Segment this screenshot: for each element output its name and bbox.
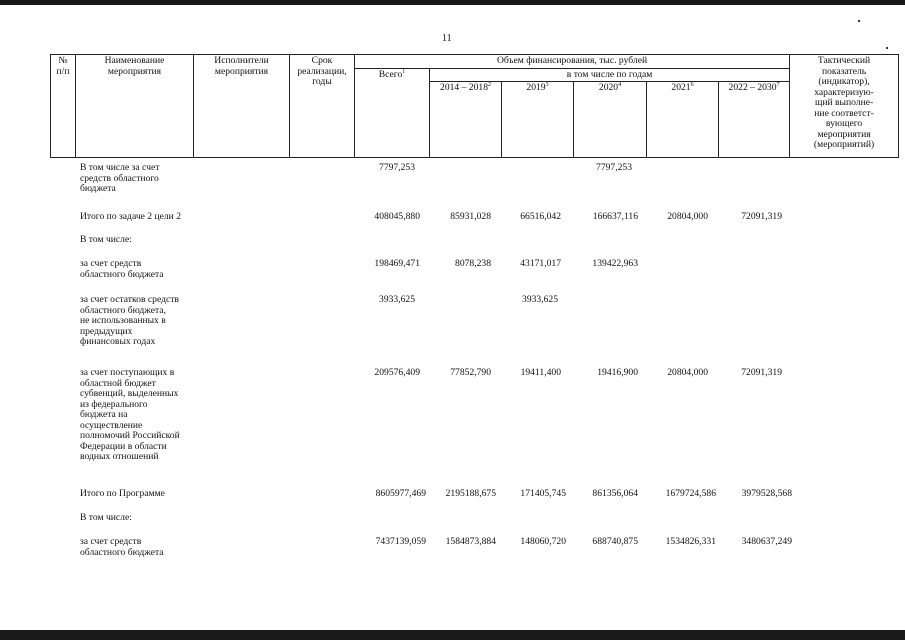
- header-year-2021: 2021$^6$: [647, 82, 719, 158]
- cell-2020: 139422,963: [592, 258, 638, 269]
- row-name: Итого по Программе: [80, 488, 165, 499]
- header-executors: Исполнители мероприятия: [194, 55, 290, 158]
- row-name: за счет средств областного бюджета: [80, 536, 164, 558]
- row-name: за счет средств областного бюджета: [80, 258, 164, 280]
- cell-total: 7437139,059: [375, 536, 426, 547]
- header-year-2014-2018: 2014 – 2018$^2$: [430, 82, 502, 158]
- header-year-2022-2030: 2022 – 2030$^7$: [719, 82, 790, 158]
- cell-2020: 7797,253: [596, 162, 632, 173]
- funding-table-header: [50, 54, 899, 158]
- scan-speck: [858, 20, 860, 22]
- cell-2021: 1534826,331: [665, 536, 716, 547]
- scan-bottom-edge: [0, 630, 905, 640]
- header-year-2020: 2020$^4$: [574, 82, 647, 158]
- cell-2019: 171405,745: [520, 488, 566, 499]
- cell-2019: 148060,720: [520, 536, 566, 547]
- cell-2014-2018: 2195188,675: [445, 488, 496, 499]
- cell-2014-2018: 85931,028: [450, 211, 491, 222]
- cell-2022-2030: 72091,319: [741, 367, 782, 378]
- cell-2021: 20804,000: [667, 367, 708, 378]
- row-name: за счет поступающих в областной бюджет субвенций, выделенных из федерального бюджета на осуществление полномочий Российской Федерации в области водных отношений: [80, 367, 180, 462]
- header-number: № п/п: [51, 55, 76, 158]
- scan-speck: [886, 47, 888, 49]
- cell-2019: 3933,625: [522, 294, 558, 305]
- cell-total: 3933,625: [379, 294, 415, 305]
- header-name: Наименование мероприятия: [76, 55, 194, 158]
- cell-2014-2018: 1584873,884: [445, 536, 496, 547]
- header-term: Срок реализации, годы: [290, 55, 355, 158]
- cell-2022-2030: 3480637,249: [741, 536, 792, 547]
- header-funding: Объем финансирования, тыс. рублей: [355, 55, 790, 69]
- cell-2019: 66516,042: [520, 211, 561, 222]
- cell-total: 408045,880: [374, 211, 420, 222]
- header-indicator: Тактический показатель (индикатор), характеризую- щий выполне- ние соответст- вующего мероприятия (мероприятий): [790, 55, 899, 158]
- header-year-2019: 2019$^3$: [502, 82, 574, 158]
- cell-2020: 688740,875: [592, 536, 638, 547]
- cell-2022-2030: 72091,319: [741, 211, 782, 222]
- header-total: Всего$^1$: [355, 68, 430, 158]
- cell-2020: 166637,116: [592, 211, 638, 222]
- cell-2020: 19416,900: [597, 367, 638, 378]
- cell-2021: 20804,000: [667, 211, 708, 222]
- scan-top-edge: [0, 0, 905, 5]
- row-name: за счет остатков средств областного бюджета, не использованных в предыдущих финансовых годах: [80, 294, 179, 347]
- cell-total: 198469,471: [374, 258, 420, 269]
- row-name: В том числе:: [80, 234, 132, 245]
- cell-2019: 43171,017: [520, 258, 561, 269]
- page-number: 11: [442, 33, 452, 44]
- cell-2014-2018: 8078,238: [455, 258, 491, 269]
- row-name: Итого по задаче 2 цели 2: [80, 211, 182, 222]
- cell-2014-2018: 77852,790: [450, 367, 491, 378]
- row-name: В том числе за счет средств областного бюджета: [80, 162, 160, 194]
- cell-total: 7797,253: [379, 162, 415, 173]
- cell-2021: 1679724,586: [665, 488, 716, 499]
- cell-2019: 19411,400: [520, 367, 561, 378]
- row-name: В том числе:: [80, 512, 132, 523]
- cell-2022-2030: 3979528,568: [741, 488, 792, 499]
- cell-total: 209576,409: [374, 367, 420, 378]
- cell-2020: 861356,064: [592, 488, 638, 499]
- header-by-years: в том числе по годам: [430, 68, 790, 82]
- cell-total: 8605977,469: [375, 488, 426, 499]
